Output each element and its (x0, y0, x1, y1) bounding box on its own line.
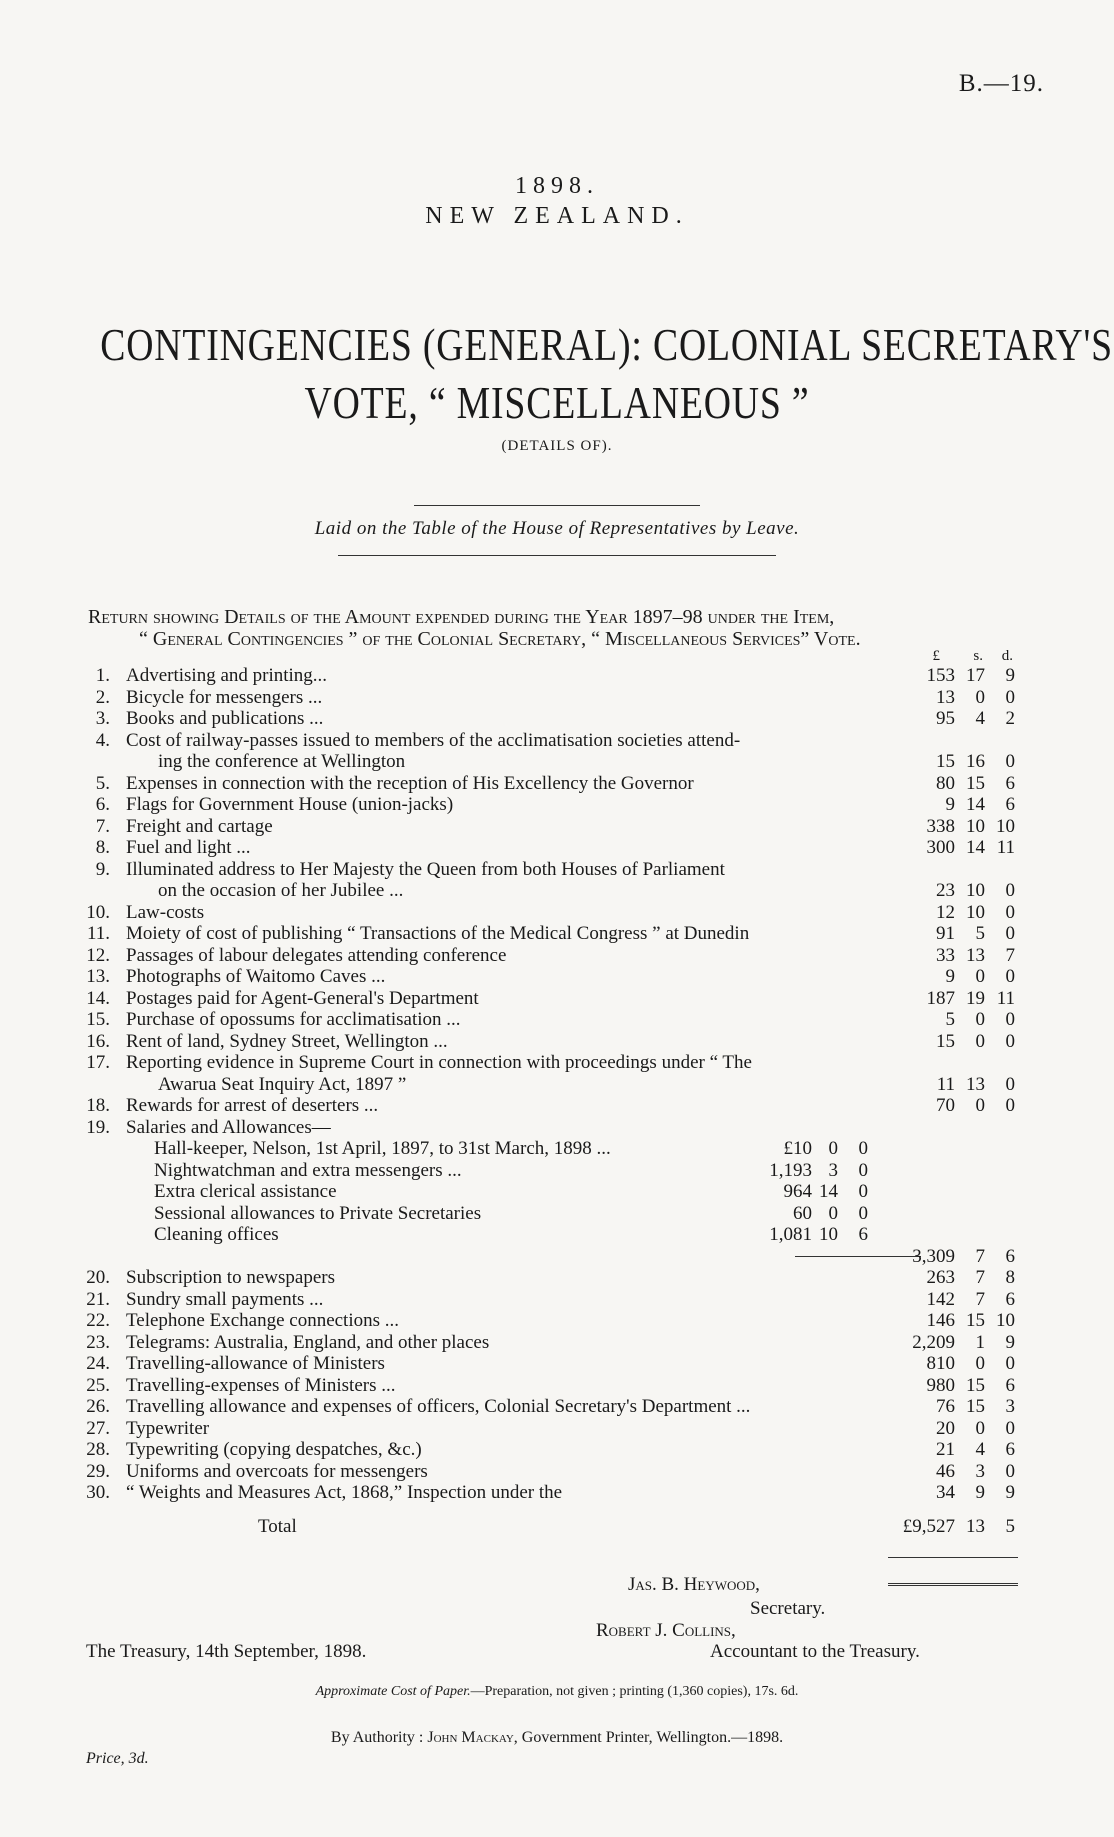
item-description: “ Weights and Measures Act, 1868,” Inspection under the (126, 1482, 563, 1503)
signature-2-title: Accountant to the Treasury. (710, 1641, 920, 1662)
item-number: 29. (86, 1460, 110, 1482)
sub-amount-shillings: 3 (828, 1159, 838, 1181)
amount-pounds: 9 (945, 966, 955, 987)
sub-amount-pence: 0 (858, 1159, 868, 1181)
item-description: Expenses in connection with the reception of His Excellency the Governor (126, 772, 694, 794)
amount-shillings: 0 (975, 1030, 985, 1052)
table-row (0, 730, 1114, 752)
item-number: 1. (95, 665, 110, 686)
item-number: 2. (95, 686, 110, 708)
item-number: 3. (95, 708, 110, 729)
table-row (0, 837, 1114, 859)
amount-pounds: 810 (926, 1353, 955, 1374)
place-and-date: The Treasury, 14th September, 1898. (86, 1641, 367, 1662)
amount-pounds: 70 (936, 1095, 955, 1116)
table-row (0, 1482, 1114, 1504)
total-rule-top (888, 1557, 1018, 1558)
amount-shillings: 5 (975, 923, 985, 944)
item-description: Travelling-allowance of Ministers (126, 1353, 385, 1374)
amount-shillings: 0 (975, 1095, 985, 1116)
amount-pounds: 23 (936, 880, 955, 901)
amount-pence: 6 (1005, 1374, 1015, 1396)
item-number: 14. (86, 987, 110, 1009)
amount-shillings: 17 (966, 665, 985, 686)
item-number: 22. (86, 1310, 110, 1331)
item-number: 10. (86, 901, 110, 923)
item-description-continued: Awarua Seat Inquiry Act, 1897 ” (158, 1073, 407, 1095)
item-description: Law-costs (126, 901, 205, 923)
amount-pounds: 980 (926, 1374, 955, 1396)
amount-pence: 11 (996, 987, 1015, 1009)
total-rule-bottom (888, 1583, 1018, 1586)
amount-shillings: 4 (975, 708, 985, 729)
amount-pence: 6 (1005, 772, 1015, 794)
item-number: 28. (86, 1439, 110, 1460)
item-description: Fuel and light ... (126, 837, 251, 858)
amount-pounds: 13 (936, 686, 955, 708)
amount-pence: 0 (1005, 1417, 1015, 1439)
total-label: Total (258, 1515, 297, 1537)
amount-pounds: 15 (936, 1030, 955, 1052)
item-description: Freight and cartage (126, 815, 273, 837)
table-row (0, 1396, 1114, 1418)
table-row (0, 923, 1114, 945)
salary-description: Hall-keeper, Nelson, 1st April, 1897, to 31st March, 1898 ... (154, 1138, 611, 1159)
sub-amount-pounds: 1,081 (769, 1224, 812, 1245)
amount-pounds: 2,209 (912, 1331, 955, 1353)
signature-2-name: Robert J. Collins, (596, 1620, 736, 1641)
salaries-total-shillings: 7 (975, 1245, 985, 1267)
item-description: Salaries and Allowances— (126, 1116, 331, 1138)
title-line-2: VOTE, “ MISCELLANEOUS ” (304, 377, 810, 428)
table-row (0, 665, 1114, 687)
total-shillings: 13 (966, 1515, 985, 1537)
table-row (0, 988, 1114, 1010)
amount-pence: 7 (1005, 944, 1015, 966)
country-heading: NEW ZEALAND. (425, 203, 689, 229)
amount-pence: 0 (1005, 1460, 1015, 1482)
amount-shillings: 15 (966, 1374, 985, 1396)
amount-shillings: 0 (975, 686, 985, 708)
amount-shillings: 13 (966, 944, 985, 966)
item-number: 16. (86, 1030, 110, 1052)
item-description: Purchase of opossums for acclimatisation ... (126, 1009, 461, 1030)
sub-amount-pence: 0 (858, 1138, 868, 1159)
item-number: 21. (86, 1288, 110, 1310)
amount-pence: 0 (1005, 1073, 1015, 1095)
amount-pence: 9 (1005, 1482, 1015, 1503)
item-description-continued: on the occasion of her Jubilee ... (158, 880, 404, 901)
shillings-header: s. (973, 648, 983, 664)
item-description-continued: ing the conference at Wellington (158, 751, 406, 772)
item-description: Reporting evidence in Supreme Court in connection with proceedings under “ The (126, 1052, 752, 1073)
expenditure-ledger (0, 647, 1114, 1542)
amount-shillings: 19 (966, 987, 985, 1009)
table-row (0, 1310, 1114, 1332)
amount-shillings: 4 (975, 1439, 985, 1460)
item-description: Rewards for arrest of deserters ... (126, 1095, 379, 1116)
amount-shillings: 7 (975, 1288, 985, 1310)
year-heading: 1898. (515, 173, 599, 199)
table-row (0, 1117, 1114, 1139)
item-description: Books and publications ... (126, 708, 324, 729)
sub-amount-pence: 0 (858, 1181, 868, 1202)
amount-pence: 6 (1005, 794, 1015, 815)
item-number: 12. (86, 944, 110, 966)
table-row (0, 1009, 1114, 1031)
amount-pence: 0 (1005, 686, 1015, 708)
item-description: Advertising and printing... (126, 665, 328, 686)
table-row (0, 1418, 1114, 1440)
total-row (0, 1516, 1114, 1542)
amount-pence: 0 (1005, 751, 1015, 772)
item-number: 6. (95, 794, 110, 815)
item-description: Passages of labour delegates attending conference (126, 944, 507, 966)
item-number: 17. (86, 1052, 110, 1073)
amount-shillings: 9 (975, 1482, 985, 1503)
item-number: 13. (86, 966, 110, 987)
authority-line (0, 1729, 1114, 1747)
item-number: 7. (95, 815, 110, 837)
amount-shillings: 10 (966, 815, 985, 837)
table-row (0, 1267, 1114, 1289)
item-description: Subscription to newspapers (126, 1267, 335, 1288)
item-description: Rent of land, Sydney Street, Wellington ... (126, 1030, 448, 1052)
table-row (0, 1052, 1114, 1074)
amount-pounds: 20 (936, 1417, 955, 1439)
salary-sub-row (0, 1160, 1114, 1182)
sub-amount-pence: 0 (858, 1202, 868, 1224)
item-number: 20. (86, 1267, 110, 1288)
printer-name: John Mackay, (427, 1729, 518, 1746)
salary-description: Extra clerical assistance (154, 1181, 337, 1202)
sub-amount-shillings: 0 (828, 1138, 838, 1159)
table-row (0, 966, 1114, 988)
table-row (0, 687, 1114, 709)
amount-pence: 10 (996, 815, 1015, 837)
salary-sub-row (0, 1181, 1114, 1203)
amount-pounds: 91 (936, 923, 955, 944)
amount-shillings: 0 (975, 1009, 985, 1030)
table-row (0, 1031, 1114, 1053)
salaries-total-row (0, 1246, 1114, 1268)
amount-pence: 11 (996, 837, 1015, 858)
table-row (0, 902, 1114, 924)
sub-amount-pounds: 60 (793, 1202, 812, 1224)
amount-shillings: 7 (975, 1267, 985, 1288)
amount-pence: 3 (1005, 1396, 1015, 1417)
table-row (0, 1289, 1114, 1311)
amount-pence: 0 (1005, 1353, 1015, 1374)
table-row (0, 1439, 1114, 1461)
item-number: 8. (95, 837, 110, 858)
signature-1-name: Jas. B. Heywood, (628, 1574, 760, 1595)
item-description: Bicycle for messengers ... (126, 686, 323, 708)
currency-header-row (0, 647, 1114, 665)
amount-pence: 10 (996, 1310, 1015, 1331)
amount-shillings: 0 (975, 1417, 985, 1439)
authority-rest: Government Printer, Wellington.—1898. (521, 1729, 784, 1746)
sub-amount-shillings: 14 (819, 1181, 838, 1202)
item-description: Photographs of Waitomo Caves ... (126, 966, 386, 987)
sub-amount-shillings: 10 (819, 1224, 838, 1245)
item-number: 4. (95, 729, 110, 751)
amount-shillings: 3 (975, 1460, 985, 1482)
title-line-1: CONTINGENCIES (GENERAL): COLONIAL SECRETARY'S (100, 319, 1113, 370)
amount-shillings: 16 (966, 751, 985, 772)
amount-shillings: 0 (975, 966, 985, 987)
table-row (0, 708, 1114, 730)
table-row (0, 1095, 1114, 1117)
item-number: 5. (95, 772, 110, 794)
amount-pounds: 95 (936, 708, 955, 729)
sub-amount-pence: 6 (858, 1224, 868, 1245)
subtitle: (DETAILS OF). (501, 438, 613, 454)
salary-description: Cleaning offices (154, 1224, 279, 1245)
table-row (0, 773, 1114, 795)
divider-bottom (338, 555, 776, 556)
amount-shillings: 15 (966, 1310, 985, 1331)
amount-pounds: 34 (936, 1482, 955, 1503)
amount-pence: 0 (1005, 923, 1015, 944)
salaries-total-pence: 6 (1005, 1245, 1015, 1267)
amount-pounds: 76 (936, 1396, 955, 1417)
amount-pence: 0 (1005, 1009, 1015, 1030)
amount-pence: 0 (1005, 880, 1015, 901)
item-number: 24. (86, 1353, 110, 1374)
total-pence: 5 (1005, 1515, 1015, 1537)
sub-amount-shillings: 0 (828, 1202, 838, 1224)
amount-shillings: 10 (966, 901, 985, 923)
pence-header: d. (1001, 648, 1013, 664)
item-description: Postages paid for Agent-General's Department (126, 987, 479, 1009)
table-row (0, 945, 1114, 967)
amount-pounds: 9 (945, 794, 955, 815)
document-reference: B.—19. (958, 70, 1044, 97)
amount-pence: 0 (1005, 966, 1015, 987)
amount-pence: 9 (1005, 1331, 1015, 1353)
salary-sub-row (0, 1138, 1114, 1160)
amount-pounds: 142 (926, 1288, 955, 1310)
amount-shillings: 10 (966, 880, 985, 901)
items-group-1 (0, 665, 1114, 1117)
amount-pence: 6 (1005, 1288, 1015, 1310)
amount-pence: 0 (1005, 1095, 1015, 1116)
laid-on-table-note: Laid on the Table of the House of Representatives by Leave. (314, 518, 800, 539)
amount-pounds: 187 (926, 987, 955, 1009)
amount-pounds: 11 (936, 1073, 955, 1095)
item-number: 25. (86, 1374, 110, 1396)
item-number: 26. (86, 1396, 110, 1417)
item-number: 23. (86, 1331, 110, 1353)
item-description: Sundry small payments ... (126, 1288, 324, 1310)
amount-pence: 6 (1005, 1439, 1015, 1460)
amount-pence: 2 (1005, 708, 1015, 729)
item-number: 18. (86, 1095, 110, 1116)
item-description: Cost of railway-passes issued to members of the acclimatisation societies attend- (126, 729, 741, 751)
items-group-2 (0, 1267, 1114, 1504)
amount-pounds: 21 (936, 1439, 955, 1460)
table-row (0, 1375, 1114, 1397)
cost-label: Approximate Cost of Paper. (315, 1684, 471, 1699)
amount-pounds: 46 (936, 1460, 955, 1482)
table-row (0, 816, 1114, 838)
divider-top (414, 505, 700, 506)
table-row-continuation (0, 880, 1114, 902)
item-description: Uniforms and overcoats for messengers (126, 1460, 428, 1482)
price: Price, 3d. (86, 1750, 149, 1767)
amount-pence: 0 (1005, 1030, 1015, 1052)
authority-prefix: By Authority : (330, 1729, 424, 1746)
salary-description: Sessional allowances to Private Secretaries (154, 1202, 482, 1224)
amount-pounds: 15 (936, 751, 955, 772)
item-number: 19. (86, 1116, 110, 1138)
amount-shillings: 15 (966, 772, 985, 794)
amount-pounds: 153 (926, 665, 955, 686)
return-intro-line-1: Return showing Details of the Amount expended during the Year 1897–98 under the Item, (88, 606, 835, 628)
table-row-continuation (0, 1074, 1114, 1096)
table-row (0, 1461, 1114, 1483)
cost-text: —Preparation, not given ; printing (1,360 copies), 17s. 6d. (470, 1684, 799, 1699)
sub-amount-pounds: 964 (783, 1181, 812, 1202)
pounds-header: £ (932, 648, 940, 664)
item-description: Typewriter (126, 1417, 210, 1439)
amount-pence: 9 (1005, 665, 1015, 686)
item-description: Telephone Exchange connections ... (126, 1310, 400, 1331)
salaries-group (0, 1117, 1114, 1268)
item-description: Typewriting (copying despatches, &c.) (126, 1439, 422, 1460)
salary-description: Nightwatchman and extra messengers ... (154, 1159, 462, 1181)
amount-pounds: 5 (945, 1009, 955, 1030)
item-description: Moiety of cost of publishing “ Transactions of the Medical Congress ” at Dunedin (126, 923, 750, 944)
amount-shillings: 1 (975, 1331, 985, 1353)
sub-amount-pounds: £10 (783, 1138, 812, 1159)
table-row (0, 794, 1114, 816)
sub-amount-pounds: 1,193 (769, 1159, 812, 1181)
salaries-total-pounds: 3,309 (912, 1245, 955, 1267)
amount-shillings: 14 (966, 837, 985, 858)
amount-pence: 0 (1005, 901, 1015, 923)
amount-shillings: 15 (966, 1396, 985, 1417)
item-description: Telegrams: Australia, England, and other places (126, 1331, 490, 1353)
item-number: 30. (86, 1482, 110, 1503)
amount-shillings: 14 (966, 794, 985, 815)
salary-sub-row (0, 1224, 1114, 1246)
table-row (0, 859, 1114, 881)
amount-pounds: 80 (936, 772, 955, 794)
salary-sub-row (0, 1203, 1114, 1225)
amount-pounds: 33 (936, 944, 955, 966)
amount-pounds: 300 (926, 837, 955, 858)
item-number: 27. (86, 1417, 110, 1439)
table-row (0, 1353, 1114, 1375)
item-number: 15. (86, 1009, 110, 1030)
item-description: Travelling allowance and expenses of officers, Colonial Secretary's Department ... (126, 1396, 751, 1417)
item-number: 11. (86, 923, 110, 944)
item-description: Flags for Government House (union-jacks) (126, 794, 454, 815)
approximate-cost-note (0, 1684, 1114, 1700)
total-pounds: £9,527 (902, 1515, 955, 1537)
amount-pounds: 146 (926, 1310, 955, 1331)
amount-shillings: 13 (966, 1073, 985, 1095)
amount-pounds: 263 (926, 1267, 955, 1288)
return-intro-line-2: “ General Contingencies ” of the Colonial Secretary, “ Miscellaneous Services” Vote. (139, 628, 861, 650)
amount-pounds: 338 (926, 815, 955, 837)
amount-pence: 8 (1005, 1267, 1015, 1288)
item-description: Travelling-expenses of Ministers ... (126, 1374, 396, 1396)
item-description: Illuminated address to Her Majesty the Queen from both Houses of Parliament (126, 858, 725, 880)
item-number: 9. (95, 858, 110, 880)
table-row (0, 1332, 1114, 1354)
signature-1-title: Secretary. (750, 1598, 826, 1619)
table-row-continuation (0, 751, 1114, 773)
amount-shillings: 0 (975, 1353, 985, 1374)
amount-pounds: 12 (936, 901, 955, 923)
